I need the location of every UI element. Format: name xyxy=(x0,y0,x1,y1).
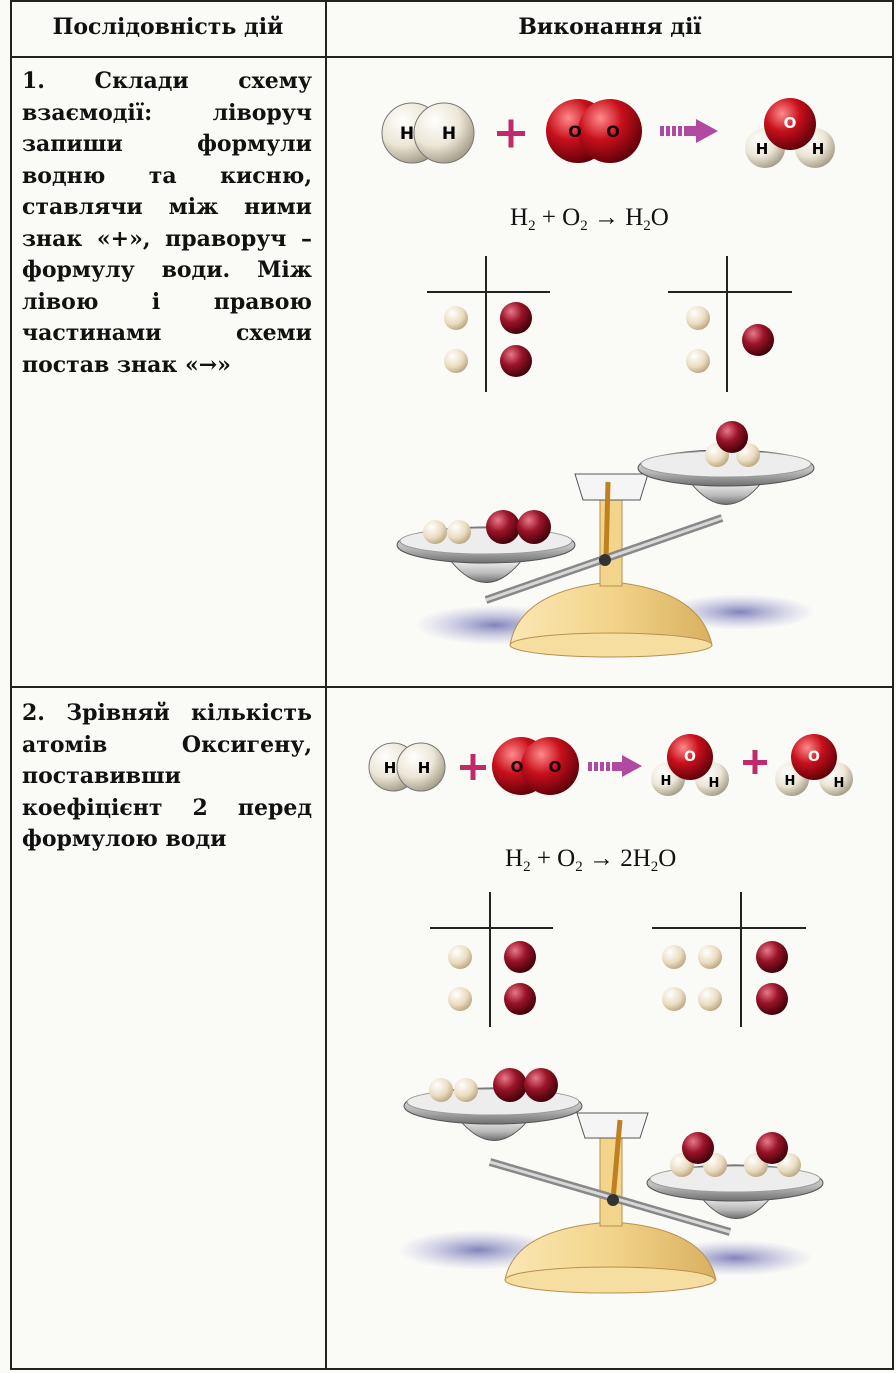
o-label: O xyxy=(808,749,820,765)
plus-sign xyxy=(497,120,525,148)
atom-count-1 xyxy=(427,256,792,392)
o-label: O xyxy=(783,114,797,132)
hydrogen-molecule xyxy=(369,743,445,791)
h-label: H xyxy=(383,759,397,777)
plus-sign xyxy=(743,750,767,774)
h-label: H xyxy=(417,759,431,777)
o-label: O xyxy=(606,122,620,141)
reaction-row-1 xyxy=(382,98,835,168)
o-label: O xyxy=(568,122,582,141)
h-label: H xyxy=(811,140,825,158)
balance-scale-2 xyxy=(398,1068,823,1293)
water-molecule xyxy=(651,734,729,796)
equation-2: $H_2 + O_2 \to 2H_2O$ xyxy=(505,845,677,875)
h-label: H xyxy=(708,776,720,791)
oxygen-molecule xyxy=(546,99,642,163)
h-label: H xyxy=(660,774,672,789)
water-molecule xyxy=(775,734,853,796)
equation-1: $H_2 + O_2 \to H_2O$ xyxy=(510,204,669,234)
reaction-arrow xyxy=(588,755,642,777)
o-label: O xyxy=(510,758,524,776)
balance-scale-1 xyxy=(397,421,815,657)
h-label: H xyxy=(833,776,845,791)
atom-count-2 xyxy=(430,892,806,1027)
reaction-row-2 xyxy=(369,734,853,796)
reaction-arrow xyxy=(660,119,718,143)
h-label: H xyxy=(441,124,457,144)
h-label: H xyxy=(784,774,796,789)
step-2-text: 2. Зрівняй кількість атомів Оксигену, поставивши коефіцієнт 2 перед формулою води xyxy=(22,700,312,852)
o-label: O xyxy=(548,758,562,776)
hydrogen-molecule xyxy=(382,103,474,163)
h-label: H xyxy=(755,140,769,158)
h-label: H xyxy=(399,124,415,144)
o-label: O xyxy=(684,749,696,765)
oxygen-molecule xyxy=(492,737,579,795)
water-molecule xyxy=(745,98,835,168)
header-execution: Виконання дії xyxy=(518,14,702,40)
header-sequence: Послідовність дій xyxy=(52,14,284,40)
plus-sign xyxy=(460,754,486,780)
step-1-text: 1. Склади схему взаємодії: ліворуч запиши формули водню та кисню, ставлячи між ними знак «+», праворуч – формулу води. Між лівою і правою частинами схеми постав знак «→» xyxy=(22,68,312,378)
